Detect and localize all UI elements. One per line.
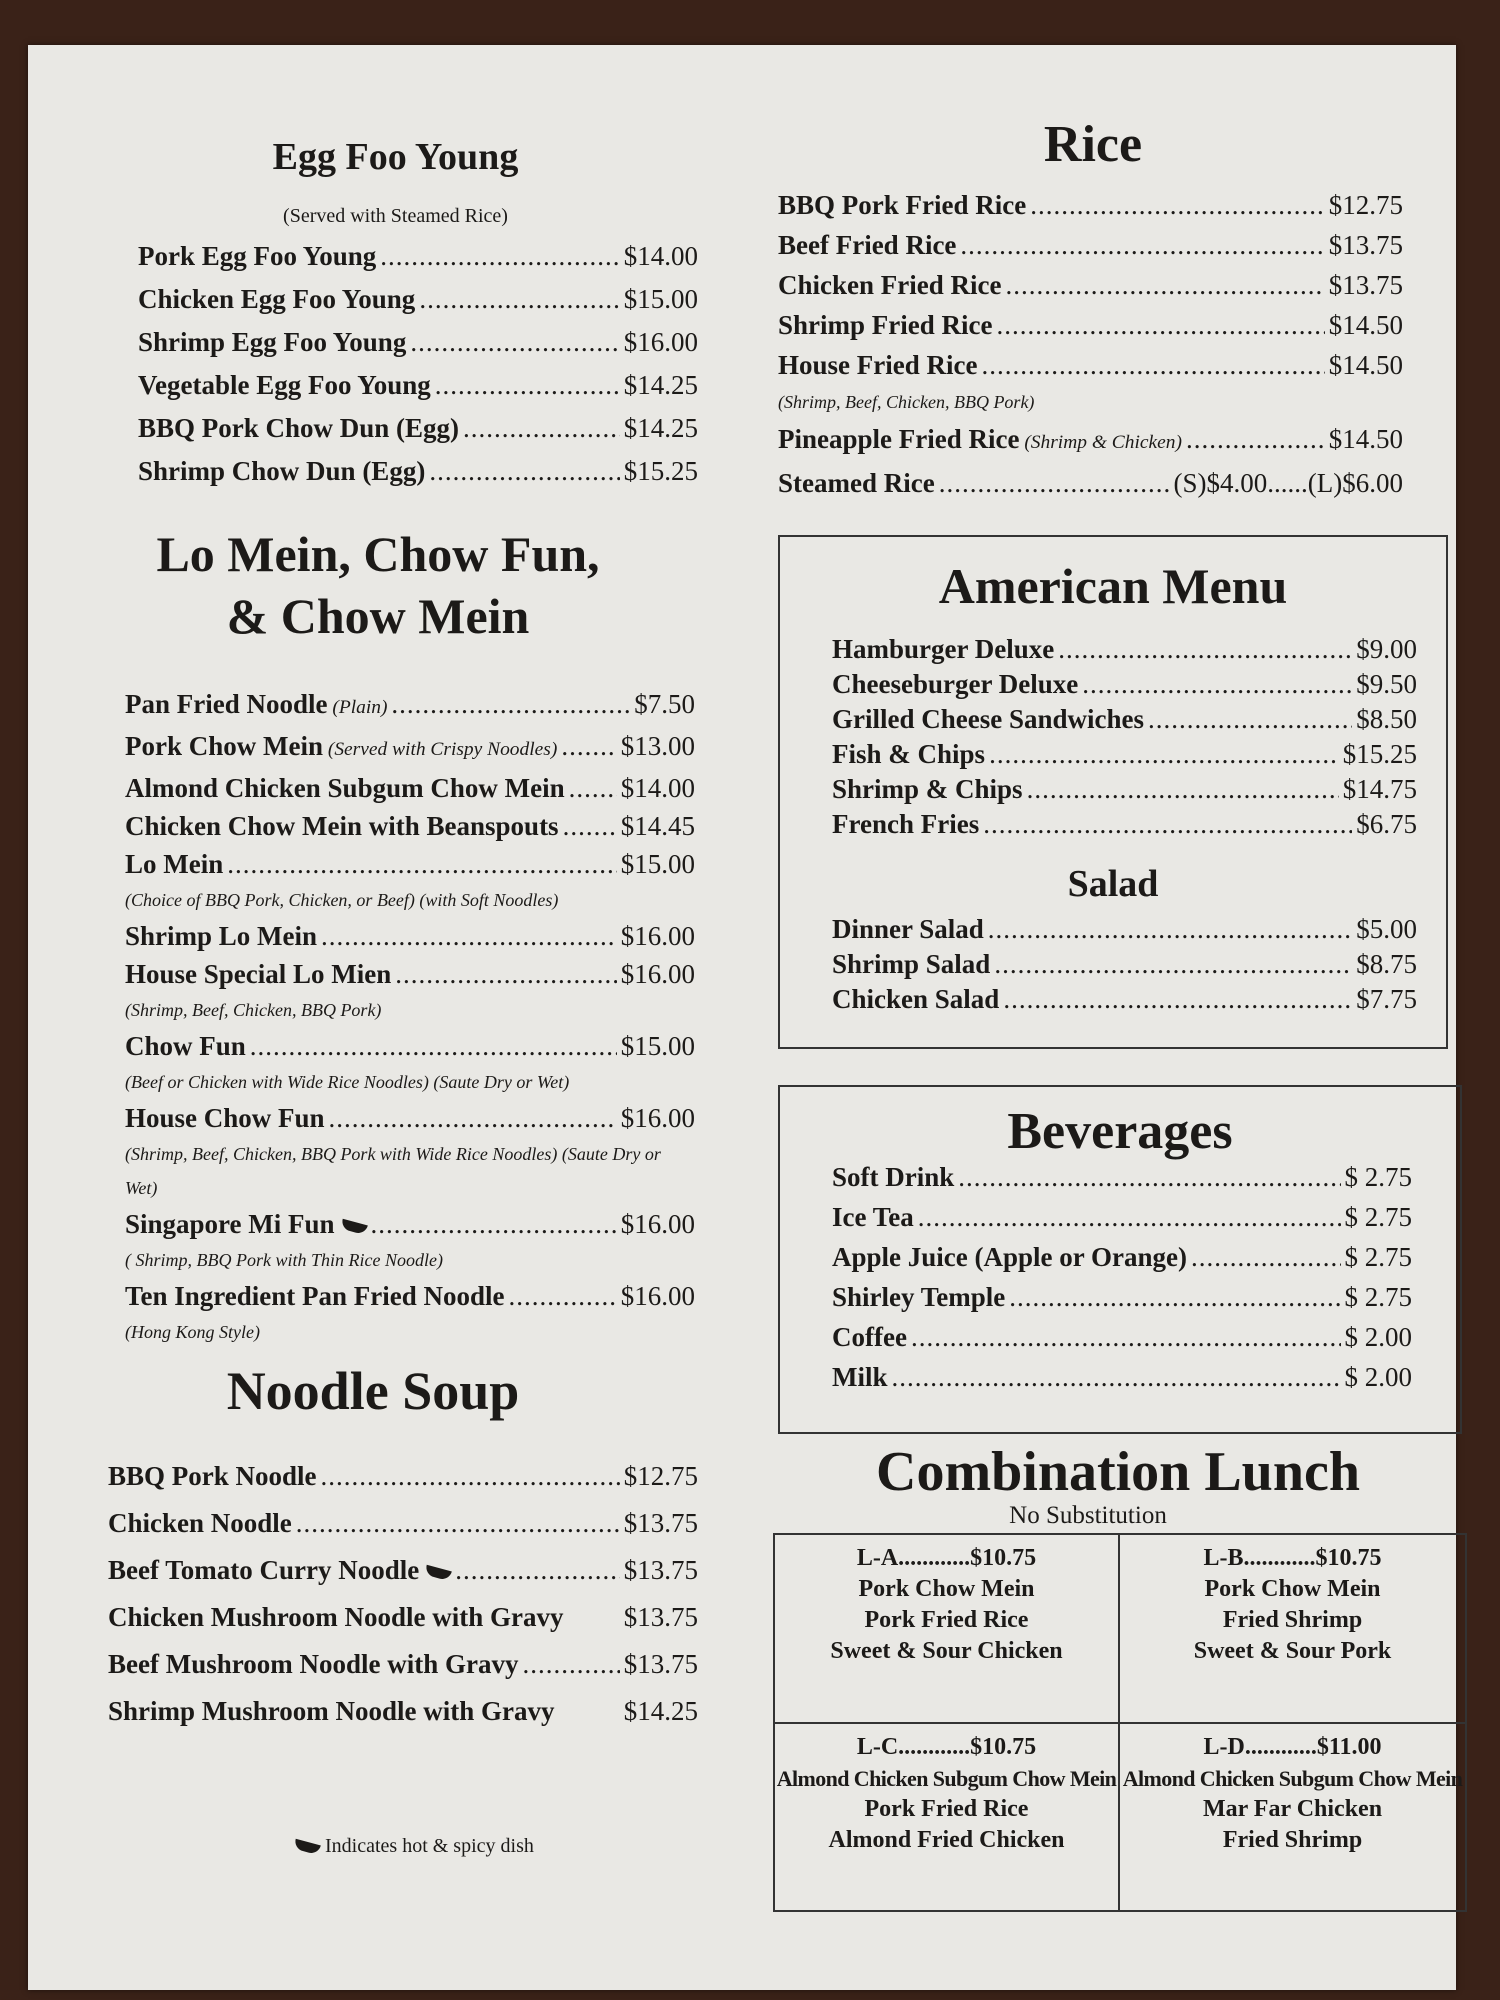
menu-item [125,685,695,727]
combo-header: L-A............$10.75 [856,1545,1037,1571]
item-name-text: Ten Ingredient Pan Fried Noodle [125,1281,505,1311]
item-price: $7.75 [1356,984,1417,1014]
menu-item [778,305,1403,345]
item-name-text: Singapore Mi Fun [125,1209,335,1239]
item-price: $14.00 [620,773,695,803]
item-name [125,1205,367,1243]
item-name [832,772,1023,807]
item-price: $13.75 [1328,270,1403,300]
item-price: (S)$4.00......(L)$6.00 [1173,468,1403,498]
item-name-text: Chicken Noodle [108,1508,292,1538]
salad-title: Salad [1067,863,1159,905]
chili-pepper-icon [424,1565,452,1581]
item-name-text: Cheeseburger Deluxe [832,669,1079,699]
menu-item [832,1157,1412,1197]
item-price: $8.75 [1356,949,1417,979]
item-price: $16.00 [623,327,698,357]
dot-leader [395,955,616,993]
menu-item [832,1317,1412,1357]
item-name-text: Chicken Mushroom Noodle with Gravy [108,1602,564,1632]
dot-leader [522,1641,619,1688]
dot-leader [1148,702,1352,737]
dot-leader [988,912,1352,947]
combo-header: L-C............$10.75 [856,1733,1037,1760]
lo-mein-list [125,685,695,1349]
menu-item [138,278,698,321]
combination-lunch-title: Combination Lunch [876,1441,1360,1503]
dot-leader [329,1099,617,1137]
dot-leader [371,1205,617,1243]
item-name-text: House Fried Rice [778,350,978,380]
american-menu-list [832,632,1417,842]
item-price: $14.25 [623,370,698,400]
dot-leader [960,225,1324,265]
menu-item [778,419,1403,463]
item-price: $14.00 [623,241,698,271]
item-price: $7.50 [634,689,695,719]
item-name [832,1237,1187,1277]
item-name-text: Soft Drink [832,1162,955,1192]
combo-cell [1120,1535,1465,1724]
item-name [138,364,431,407]
item-name [832,1317,907,1357]
menu-item [778,265,1403,305]
combo-cell [775,1724,1120,1911]
menu-item [108,1453,698,1500]
dot-leader [939,463,1170,503]
item-name [125,955,391,993]
combo-line: Pork Chow Mein [858,1576,1035,1602]
item-name [138,407,459,450]
dot-leader [321,1453,620,1500]
dot-leader [994,947,1352,982]
american-menu-title: American Menu [938,558,1288,614]
item-note: (Shrimp, Beef, Chicken, BBQ Pork with Wide Rice Noodles) (Saute Dry or Wet) [125,1144,661,1198]
dot-leader [410,321,619,364]
dot-leader [983,807,1352,842]
item-price: $16.00 [620,1103,695,1133]
item-price: $ 2.75 [1344,1242,1412,1272]
menu-item [108,1641,698,1688]
menu-item [832,912,1417,947]
item-name [125,807,559,845]
item-note: (Choice of BBQ Pork, Chicken, or Beef) (with Soft Noodles) [125,890,559,910]
item-price: $ 2.75 [1344,1162,1412,1192]
item-name-text: Almond Chicken Subgum Chow Mein [125,773,565,803]
item-name [138,235,376,278]
item-price: $14.75 [1342,774,1417,804]
item-name-text: BBQ Pork Chow Dun (Egg) [138,413,460,443]
combo-line: Fried Shrimp [1222,1826,1363,1853]
menu-item [108,1594,698,1641]
menu-page [28,45,1463,1990]
combo-header: L-D............$11.00 [1203,1733,1382,1760]
dot-leader [1003,982,1352,1017]
item-name [778,185,1026,225]
item-name [125,1027,246,1065]
menu-item [832,1197,1412,1237]
item-price: $13.75 [623,1508,698,1538]
item-name [108,1688,555,1735]
menu-item [125,917,695,955]
item-name-text: French Fries [832,809,980,839]
dot-leader [227,845,617,883]
menu-item [125,727,695,769]
combo-line: Almond Chicken Subgum Chow Mein [1122,1765,1463,1791]
item-name-text: Chicken Egg Foo Young [138,284,416,314]
item-name-text: Grilled Cheese Sandwiches [832,704,1145,734]
dot-leader [1005,265,1324,305]
item-name-text: Ice Tea [832,1202,914,1232]
item-price: $12.75 [1328,190,1403,220]
item-price: $14.50 [1328,424,1403,454]
item-name-text: Shrimp Fried Rice [778,310,993,340]
dot-leader [1191,1237,1341,1277]
menu-item [125,955,695,993]
item-name-text: Dinner Salad [832,914,984,944]
menu-item [832,1357,1412,1397]
menu-item [125,1277,695,1315]
noodle-soup-title: Noodle Soup [226,1361,520,1421]
egg-foo-young-title: Egg Foo Young [272,136,519,178]
item-name [832,807,979,842]
item-detail: (Plain) [327,697,388,718]
dot-leader [911,1317,1341,1357]
item-name [832,1357,888,1397]
item-name [125,769,565,807]
item-name-text: Hamburger Deluxe [832,634,1055,664]
item-price: $16.00 [620,1281,695,1311]
combo-cell [1120,1724,1465,1911]
beverages-list [832,1157,1412,1397]
item-name [832,1157,954,1197]
item-name-text: Pork Egg Foo Young [138,241,377,271]
item-name [125,845,223,883]
dot-leader [419,278,619,321]
dot-leader [958,1157,1340,1197]
item-name [125,1099,325,1137]
menu-item [832,807,1417,842]
item-name [832,1277,1005,1317]
item-name-text: House Special Lo Mien [125,959,392,989]
menu-item [832,737,1417,772]
combo-header: L-B............$10.75 [1203,1545,1382,1571]
item-name-text: BBQ Pork Noodle [108,1461,317,1491]
item-name [108,1547,451,1594]
combo-line: Sweet & Sour Pork [1193,1638,1392,1664]
dot-leader [1027,772,1339,807]
item-name-text: Shirley Temple [832,1282,1006,1312]
egg-foo-young-subtitle: (Served with Steamed Rice) [283,205,508,227]
menu-item [125,769,695,807]
dot-leader [435,364,620,407]
item-price: $ 2.75 [1344,1202,1412,1232]
item-name-text: Shrimp Chow Dun (Egg) [138,456,426,486]
item-name-text: Shrimp & Chips [832,774,1023,804]
dot-leader [892,1357,1341,1397]
menu-item [138,235,698,278]
item-price: $16.00 [620,959,695,989]
dot-leader [380,235,619,278]
item-price: $ 2.00 [1344,1362,1412,1392]
item-detail: (Served with Crispy Noodles) [323,739,558,760]
salad-list [832,912,1417,1017]
item-name [832,737,985,772]
item-name [108,1594,564,1641]
menu-item [138,321,698,364]
item-price: $13.75 [623,1602,698,1632]
combo-line: Almond Chicken Subgum Chow Mein [776,1765,1117,1791]
item-name [125,1277,505,1315]
item-detail: (Shrimp & Chicken) [1019,432,1182,453]
menu-item [138,407,698,450]
item-price: $14.45 [620,811,695,841]
item-price: $13.75 [1328,230,1403,260]
beverages-title: Beverages [1007,1103,1233,1160]
dot-leader [1009,1277,1340,1317]
menu-item [125,845,695,883]
item-price: $13.00 [620,731,695,761]
item-name-text: Pork Chow Mein [125,731,323,761]
item-name-text: Chow Fun [125,1031,246,1061]
item-name [125,727,557,769]
item-name [125,685,387,727]
item-price: $13.75 [623,1555,698,1585]
item-name [108,1641,518,1688]
item-name [832,632,1054,667]
item-name [778,419,1182,463]
menu-item [832,982,1417,1017]
item-name-text: Pan Fried Noodle [125,689,328,719]
item-note: (Hong Kong Style) [125,1322,260,1342]
rice-title: Rice [1043,116,1143,173]
menu-item [778,225,1403,265]
menu-item [832,1277,1412,1317]
menu-item [108,1500,698,1547]
item-price: $14.25 [623,1696,698,1726]
item-name [778,463,935,503]
menu-item [108,1547,698,1594]
item-name [832,947,990,982]
item-name-text: Apple Juice (Apple or Orange) [832,1242,1187,1272]
item-name [778,345,977,385]
combination-grid [775,1535,1465,1910]
item-name-text: House Chow Fun [125,1103,325,1133]
menu-item [125,1099,695,1137]
spicy-legend [288,1835,534,1858]
item-name [832,912,984,947]
menu-item [138,364,698,407]
item-price: $13.75 [623,1649,698,1679]
combo-cell [775,1535,1120,1724]
item-price: $16.00 [620,1209,695,1239]
item-price: $15.25 [1342,739,1417,769]
item-name [108,1500,292,1547]
dot-leader [296,1500,620,1547]
menu-item [832,632,1417,667]
item-price: $5.00 [1356,914,1417,944]
item-name-text: Steamed Rice [778,468,935,498]
dot-leader [569,769,617,807]
item-name-text: Shrimp Lo Mein [125,921,318,951]
rice-list [778,185,1403,503]
lo-mein-title-line2: & Chow Mein [226,588,530,644]
item-name [832,702,1144,737]
american-menu-box [778,535,1448,1049]
item-note: ( Shrimp, BBQ Pork with Thin Rice Noodle) [125,1250,443,1270]
combo-line: Pork Fried Rice [864,1607,1029,1633]
combo-line: Pork Chow Mein [1204,1576,1381,1602]
item-name-text: Lo Mein [125,849,224,879]
menu-item [778,345,1403,385]
item-name [778,305,992,345]
item-name-text: Shrimp Salad [832,949,991,979]
item-price: $14.25 [623,413,698,443]
item-price: $15.00 [620,1031,695,1061]
dot-leader [1082,667,1352,702]
item-price: $15.25 [623,456,698,486]
dot-leader [981,345,1324,385]
item-note: (Beef or Chicken with Wide Rice Noodles) (Saute Dry or Wet) [125,1072,570,1092]
dot-leader [391,685,630,723]
combo-line: Almond Fried Chicken [828,1826,1065,1853]
dot-leader [321,917,617,955]
item-name-text: Fish & Chips [832,739,986,769]
item-name-text: Chicken Salad [832,984,1000,1014]
dot-leader [455,1547,620,1594]
item-price: $15.00 [623,284,698,314]
dot-leader [1030,185,1325,225]
combination-lunch-box [773,1533,1467,1912]
combination-lunch-subtitle: No Substitution [1009,1502,1167,1529]
menu-item [832,667,1417,702]
combo-line: Pork Fried Rice [864,1795,1029,1822]
menu-item [778,463,1403,503]
item-price: $8.50 [1356,704,1417,734]
item-name [832,982,999,1017]
chili-pepper-icon [293,1839,321,1855]
menu-item [125,807,695,845]
item-name [832,667,1078,702]
dot-leader [918,1197,1341,1237]
item-note: (Shrimp, Beef, Chicken, BBQ Pork) [778,392,1035,412]
dot-leader [463,407,620,450]
item-name [778,225,956,265]
menu-item [778,185,1403,225]
item-price: $15.00 [620,849,695,879]
item-name-text: Vegetable Egg Foo Young [138,370,431,400]
item-name-text: Beef Fried Rice [778,230,957,260]
dot-leader [509,1277,617,1315]
noodle-soup-list [108,1453,698,1735]
item-name [138,278,415,321]
menu-item [832,1237,1412,1277]
dot-leader [561,727,616,765]
menu-item [832,947,1417,982]
item-price: $9.00 [1356,634,1417,664]
item-name [832,1197,914,1237]
menu-item [138,450,698,493]
menu-item [832,772,1417,807]
item-name-text: Chicken Fried Rice [778,270,1002,300]
egg-foo-young-list [138,235,698,493]
dot-leader [996,305,1324,345]
combo-line: Mar Far Chicken [1202,1795,1383,1822]
item-name-text: Beef Tomato Curry Noodle [108,1555,420,1585]
item-note: (Shrimp, Beef, Chicken, BBQ Pork) [125,1000,382,1020]
item-price: $14.50 [1328,350,1403,380]
item-name [138,450,425,493]
dot-leader [250,1027,617,1065]
chili-pepper-icon [340,1219,368,1235]
menu-item [832,702,1417,737]
menu-item [108,1688,698,1735]
item-price: $12.75 [623,1461,698,1491]
item-name-text: Milk [832,1362,888,1392]
combo-line: Fried Shrimp [1222,1607,1363,1633]
dot-leader [1186,419,1325,459]
item-price: $16.00 [620,921,695,951]
menu-item [125,1027,695,1065]
item-price: $ 2.75 [1344,1282,1412,1312]
item-price: $6.75 [1356,809,1417,839]
item-name-text: Chicken Chow Mein with Beanspouts [125,811,559,841]
item-name-text: BBQ Pork Fried Rice [778,190,1027,220]
item-name-text: Shrimp Mushroom Noodle with Gravy [108,1696,555,1726]
lo-mein-title-line1: Lo Mein, Chow Fun, [156,526,600,582]
item-price: $14.50 [1328,310,1403,340]
item-name-text: Shrimp Egg Foo Young [138,327,407,357]
dot-leader [989,737,1339,772]
item-price: $ 2.00 [1344,1322,1412,1352]
item-name-text: Beef Mushroom Noodle with Gravy [108,1649,519,1679]
item-name-text: Coffee [832,1322,907,1352]
dot-leader [1058,632,1352,667]
dot-leader [563,807,617,845]
menu-item [125,1205,695,1243]
item-name [108,1453,317,1500]
dot-leader [429,450,619,493]
item-price: $9.50 [1356,669,1417,699]
item-name [778,265,1001,305]
combo-line: Sweet & Sour Chicken [830,1638,1063,1664]
item-name [125,917,317,955]
item-name [138,321,406,364]
beverages-box [778,1085,1462,1434]
spicy-legend-text: Indicates hot & spicy dish [325,1835,534,1857]
item-name-text: Pineapple Fried Rice [778,424,1020,454]
